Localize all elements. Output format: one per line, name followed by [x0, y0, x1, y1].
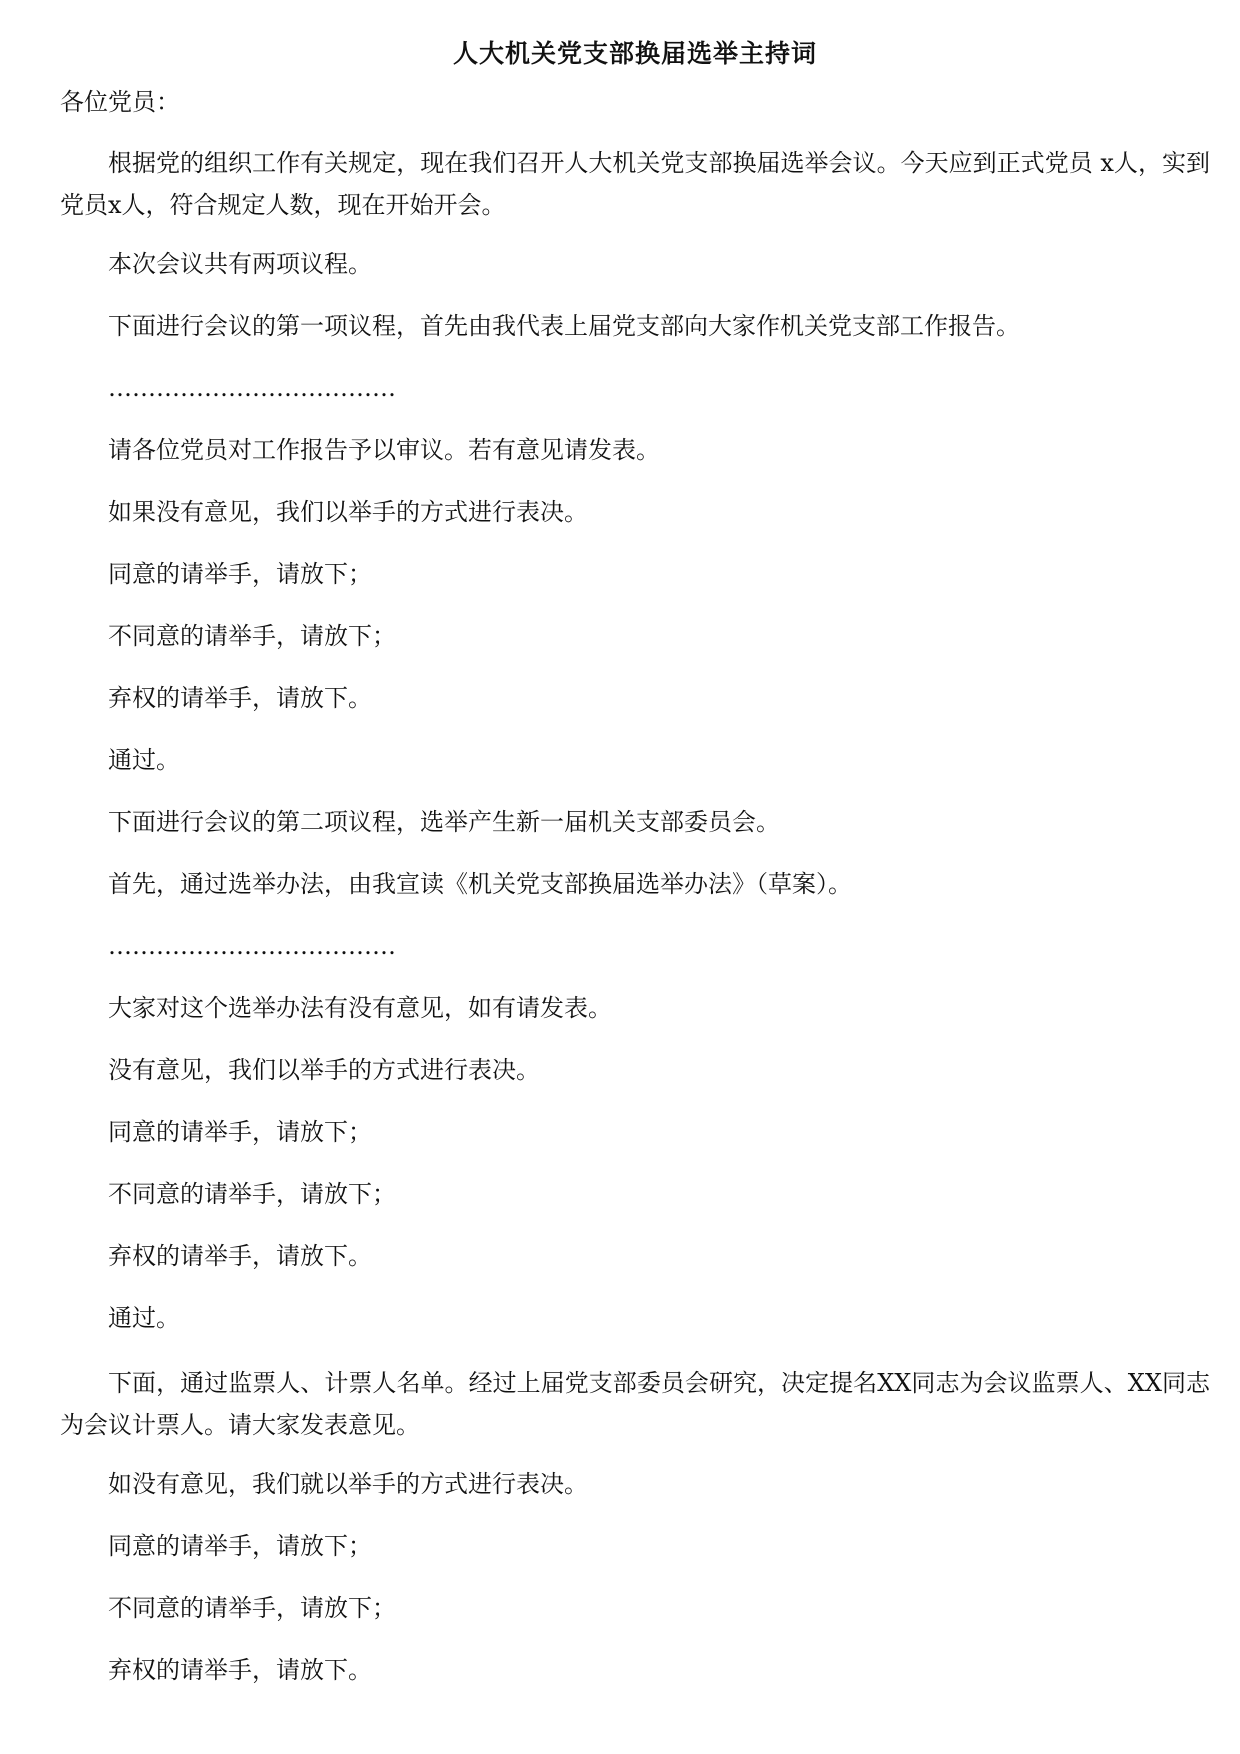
- paragraph-agenda-count: 本次会议共有两项议程。: [108, 250, 372, 278]
- paragraph-vote-agree: 同意的请举手，请放下；: [108, 1532, 372, 1560]
- ellipsis-divider: ………………………………: [108, 374, 396, 402]
- paragraph-rules-opinion: 大家对这个选举办法有没有意见，如有请发表。: [108, 994, 612, 1022]
- paragraph-vote-disagree: 不同意的请举手，请放下；: [108, 1594, 396, 1622]
- paragraph-vote-abstain: 弃权的请举手，请放下。: [108, 1656, 372, 1684]
- paragraph-vote-agree: 同意的请举手，请放下；: [108, 560, 372, 588]
- paragraph-review-report: 请各位党员对工作报告予以审议。若有意见请发表。: [108, 436, 660, 464]
- paragraph-opening: 根据党的组织工作有关规定，现在我们召开人大机关党支部换届选举会议。今天应到正式党员 x人，实到党员x人，符合规定人数，现在开始开会。: [60, 149, 1210, 219]
- paragraph-vote-method: 没有意见，我们以举手的方式进行表决。: [108, 1056, 540, 1084]
- paragraph-vote-disagree: 不同意的请举手，请放下；: [108, 1180, 396, 1208]
- paragraph-passed: 通过。: [108, 746, 180, 774]
- ellipsis-divider: ………………………………: [108, 932, 396, 960]
- paragraph-vote-method: 如果没有意见，我们以举手的方式进行表决。: [108, 498, 588, 526]
- paragraph-agenda-item-2: 下面进行会议的第二项议程，选举产生新一届机关支部委员会。: [108, 808, 780, 836]
- paragraph-tellers-nomination: 下面，通过监票人、计票人名单。经过上届党支部委员会研究，决定提名XX同志为会议监票人、XX同志为会议计票人。请大家发表意见。: [60, 1369, 1210, 1439]
- paragraph-vote-abstain: 弃权的请举手，请放下。: [108, 684, 372, 712]
- paragraph-vote-abstain: 弃权的请举手，请放下。: [108, 1242, 372, 1270]
- document-title: 人大机关党支部换届选举主持词: [452, 39, 817, 68]
- paragraph-vote-disagree: 不同意的请举手，请放下；: [108, 622, 396, 650]
- document-page: [60, 28, 1210, 1714]
- paragraph-vote-method: 如没有意见，我们就以举手的方式进行表决。: [108, 1470, 588, 1498]
- paragraph-passed: 通过。: [108, 1304, 180, 1332]
- salutation: 各位党员：: [60, 88, 180, 116]
- paragraph-read-election-rules: 首先，通过选举办法，由我宣读《机关党支部换届选举办法》（草案）。: [108, 870, 852, 898]
- paragraph-agenda-item-1: 下面进行会议的第一项议程，首先由我代表上届党支部向大家作机关党支部工作报告。: [108, 312, 1020, 340]
- paragraph-vote-agree: 同意的请举手，请放下；: [108, 1118, 372, 1146]
